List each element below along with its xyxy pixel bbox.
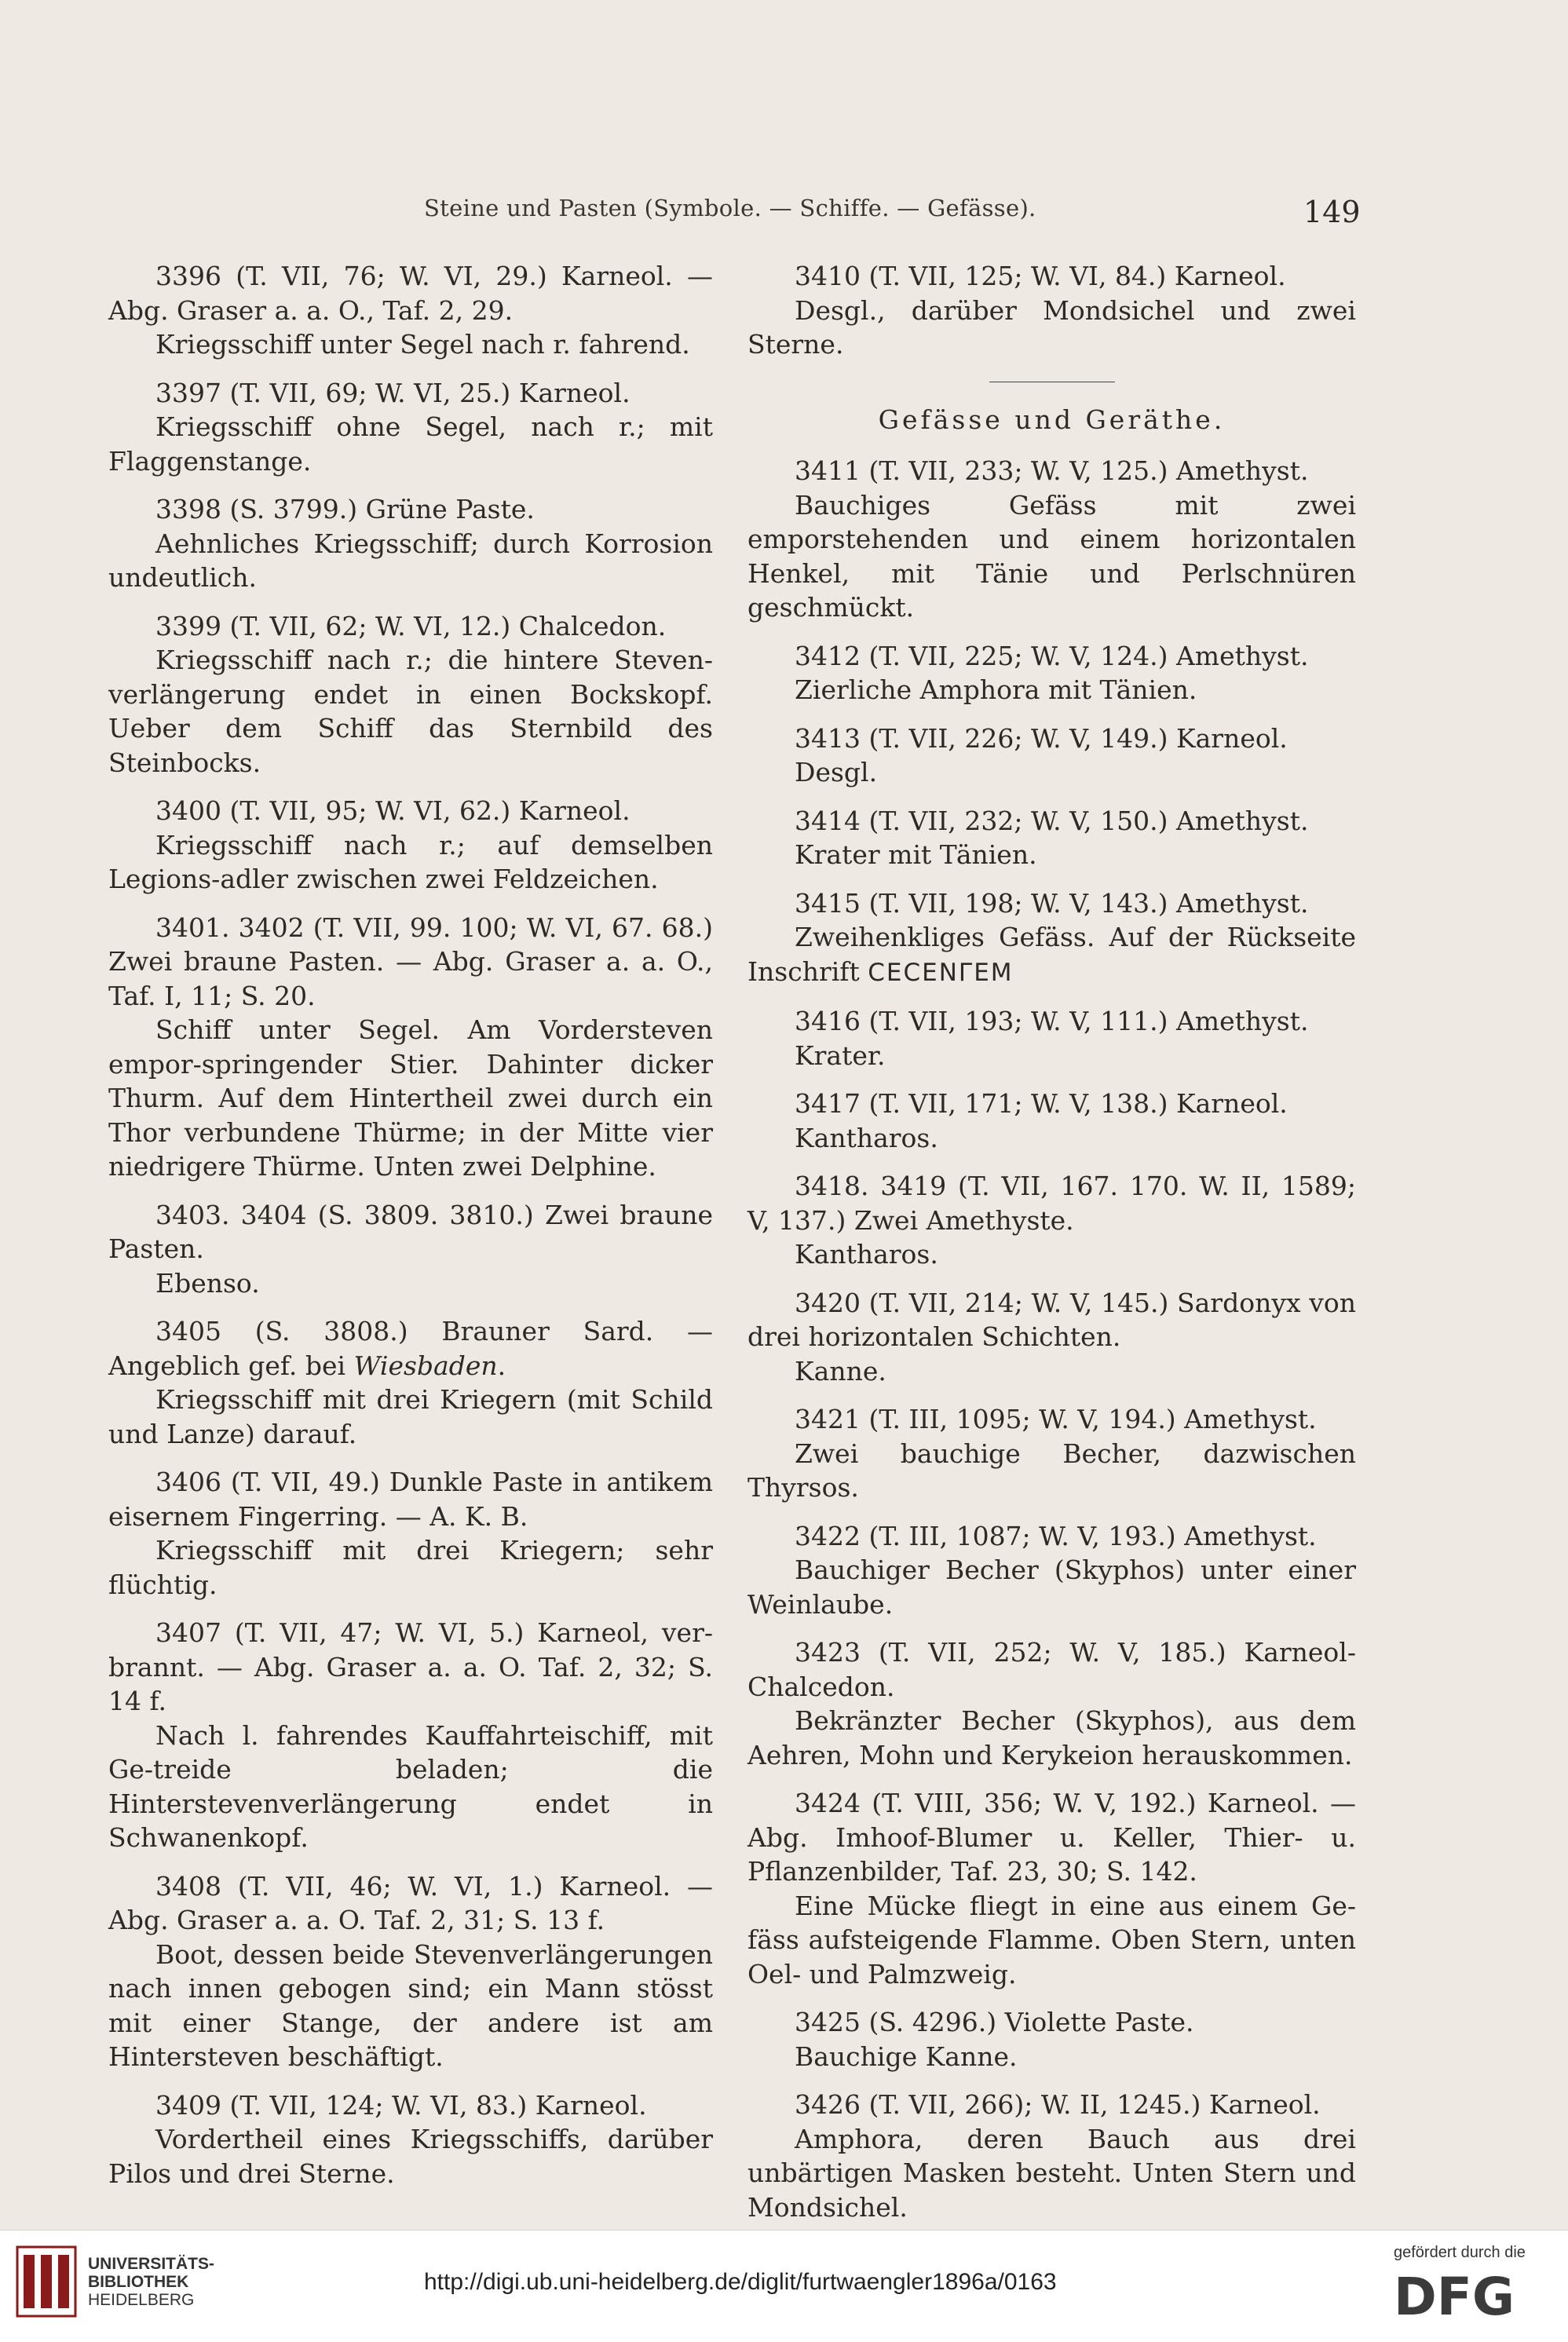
library-name[interactable]: [88, 2255, 214, 2309]
entry-description: Desgl.: [795, 757, 878, 787]
funded-by-label: gefördert durch die: [1394, 2244, 1526, 2261]
catalog-entry: [108, 609, 713, 780]
running-title: Steine und Pasten (Symbole. — Schiffe. — Gefässe).: [424, 195, 1036, 221]
entry-heading: 3407 (T. VII, 47; W. VI, 5.) Karneol, ver-brannt. — Abg. Graser a. a. O. Taf. 2, 32; S. 14 f.: [108, 1617, 713, 1716]
entry-heading: 3420 (T. VII, 214; W. V, 145.) Sardonyx von drei horizontalen Schichten.: [747, 1287, 1356, 1352]
entry-description: Nach l. fahrendes Kauffahrteischiff, mit Ge-treide beladen; die Hinterstevenverlängerung endet in Schwanenkopf.: [108, 1719, 713, 1853]
library-line-2: BIBLIOTHEK: [88, 2273, 189, 2291]
entry-description: Eine Mücke fliegt in eine aus einem Ge-fäss aufsteigende Flamme. Oben Stern, unten Oel- und Palmzweig.: [747, 1890, 1356, 1989]
entry-description: Bauchiges Gefäss mit zwei emporstehenden und einem horizontalen Henkel, mit Tänie und Perlschnüren geschmückt.: [747, 489, 1356, 623]
entry-heading: 3425 (S. 4296.) Violette Paste.: [795, 2007, 1194, 2037]
entry-heading: 3412 (T. VII, 225; W. V, 124.) Amethyst.: [795, 640, 1309, 671]
catalog-entry: [747, 1635, 1356, 1772]
entry-description-text: Zweihenkliges Gefäss. Auf der Rückseite Inschrift: [747, 922, 1356, 987]
entry-heading: 3400 (T. VII, 95; W. VI, 62.) Karneol.: [155, 795, 630, 826]
entry-heading: 3424 (T. VIII, 356; W. V, 192.) Karneol. — Abg. Imhoof-Blumer u. Keller, Thier- u. Pflanzenbilder, Taf. 23, 30; S. 142.: [747, 1788, 1356, 1887]
entry-description: Vordertheil eines Kriegsschiffs, darüber Pilos und drei Sterne.: [108, 2124, 713, 2189]
entry-description: Amphora, deren Bauch aus drei unbärtigen Masken besteht. Unten Stern und Mondsichel.: [747, 2123, 1356, 2223]
entry-description: Ebenso.: [155, 1267, 260, 1299]
catalog-entry: [747, 1519, 1356, 1622]
catalog-entry: [108, 1869, 713, 2074]
library-line-1: UNIVERSITÄTS-: [88, 2255, 215, 2273]
entry-description: Kriegsschiff unter Segel nach r. fahrend.: [155, 329, 690, 360]
university-seal-icon[interactable]: [14, 2244, 79, 2319]
entry-description: Kriegsschiff nach r.; die hintere Steven-verlängerung endet in einen Bockskopf. Ueber dem Schiff das Sternbild des Steinbocks.: [108, 645, 713, 778]
catalog-entry: [747, 2088, 1356, 2224]
catalog-entry: [747, 1786, 1356, 1991]
entry-heading: 3415 (T. VII, 198; W. V, 143.) Amethyst.: [795, 887, 1309, 919]
entry-description: Kriegsschiff mit drei Kriegern (mit Schild und Lanze) darauf.: [108, 1384, 713, 1449]
entry-description: Bekränzter Becher (Skyphos), aus dem Aehren, Mohn und Kerykeion herauskommen.: [747, 1705, 1356, 1770]
entry-heading: 3409 (T. VII, 124; W. VI, 83.) Karneol.: [155, 2089, 647, 2121]
entry-heading: 3410 (T. VII, 125; W. VI, 84.) Karneol.: [795, 261, 1286, 291]
entry-heading: 3413 (T. VII, 226; W. V, 149.) Karneol.: [795, 722, 1288, 754]
catalog-entry: [108, 1314, 713, 1451]
entry-description: Kriegsschiff nach r.; auf demselben Legions-adler zwischen zwei Feldzeichen.: [108, 829, 713, 894]
section-title: Gefässe und Geräthe.: [878, 404, 1226, 435]
entry-heading: 3406 (T. VII, 49.) Dunkle Paste in antikem eisernem Fingerring. — A. K. B.: [108, 1467, 713, 1532]
entry-heading: 3421 (T. III, 1095; W. V, 194.) Amethyst.: [795, 1404, 1317, 1434]
entry-description: Aehnliches Kriegsschiff; durch Korrosion undeutlich.: [108, 528, 713, 593]
catalog-entry: [747, 454, 1356, 625]
library-line-3: HEIDELBERG: [88, 2291, 195, 2309]
catalog-entry: [108, 1465, 713, 1602]
catalog-entry: [747, 1402, 1356, 1505]
entry-heading: 3422 (T. III, 1087; W. V, 193.) Amethyst.: [795, 1520, 1317, 1551]
entry-heading-text: .: [497, 1350, 506, 1381]
entry-description: Boot, dessen beide Stevenverlängerungen nach innen gebogen sind; ein Mann stösst mit einer Stange, der andere ist am Hintersteven beschäftigt.: [108, 1938, 713, 2072]
entry-description: Zierliche Amphora mit Tänien.: [795, 674, 1197, 705]
entry-description: Schiff unter Segel. Am Vordersteven empor-springender Stier. Dahinter dicker Thurm. Auf dem Hintertheil zwei durch ein Thor verbundene Thürme; in der Mitte vier niedrigere Thürme. Unten zwei Delphine.: [108, 1014, 713, 1182]
dfg-logo-icon[interactable]: [1394, 2267, 1551, 2322]
entry-description: Krater mit Tänien.: [795, 839, 1037, 870]
entry-heading: 3403. 3404 (S. 3809. 3810.) Zwei braune Pasten.: [108, 1199, 713, 1264]
entry-heading: 3396 (T. VII, 76; W. VI, 29.) Karneol. — Abg. Graser a. a. O., Taf. 2, 29.: [108, 261, 713, 326]
right-column-entries: [747, 454, 1356, 2224]
entry-heading: 3397 (T. VII, 69; W. VI, 25.) Karneol.: [155, 377, 630, 408]
entry-heading: 3418. 3419 (T. VII, 167. 170. W. II, 1589; V, 137.) Zwei Amethyste.: [747, 1171, 1356, 1236]
entry-heading: 3416 (T. VII, 193; W. V, 111.) Amethyst.: [795, 1006, 1309, 1036]
entry-description: Kanne.: [795, 1355, 886, 1387]
catalog-entry: [747, 722, 1356, 790]
entry-heading: 3423 (T. VII, 252; W. V, 185.) Karneol-Chalcedon.: [747, 1637, 1356, 1702]
catalog-entry: [747, 1169, 1356, 1272]
entry-heading: 3426 (T. VII, 266); W. II, 1245.) Karneol.: [795, 2089, 1321, 2120]
page-number: 149: [1303, 195, 1361, 229]
entry-heading-text: 3405 (S. 3808.) Brauner Sard. — Angeblich gef. bei: [108, 1316, 713, 1381]
catalog-entry: [747, 1286, 1356, 1389]
entry-description: Kriegsschiff ohne Segel, nach r.; mit Flaggenstange.: [108, 411, 713, 477]
inscription-text: CECENΓEM: [868, 958, 1014, 987]
entry-heading: 3417 (T. VII, 171; W. V, 138.) Karneol.: [795, 1088, 1288, 1119]
entry-description: Desgl., darüber Mondsichel und zwei Sterne.: [747, 294, 1356, 360]
catalog-entry: [747, 639, 1356, 707]
entry-description: Kantharos.: [795, 1239, 938, 1270]
entry-description: Bauchiger Becher (Skyphos) unter einer Weinlaube.: [747, 1555, 1356, 1620]
catalog-entry: [108, 911, 713, 1184]
entry-heading: [108, 1314, 713, 1383]
catalog-entry: [108, 794, 713, 897]
entry-description: Krater.: [795, 1039, 886, 1071]
right-column-top-entries: [747, 259, 1356, 362]
catalog-entry: [108, 492, 713, 595]
catalog-entry: [747, 1087, 1356, 1155]
catalog-entry: [108, 1616, 713, 1855]
catalog-entry: [747, 886, 1356, 991]
catalog-entry: [747, 1004, 1356, 1072]
dfg-logo-text: DFG: [1394, 2267, 1515, 2322]
entry-description: Kriegsschiff mit drei Kriegern; sehr flüchtig.: [108, 1535, 713, 1600]
entry-heading: 3414 (T. VII, 232; W. V, 150.) Amethyst.: [795, 805, 1309, 836]
entry-heading: 3399 (T. VII, 62; W. VI, 12.) Chalcedon.: [155, 610, 667, 641]
entry-description: [747, 920, 1356, 990]
entry-description: Bauchige Kanne.: [795, 2041, 1018, 2072]
catalog-entry: [747, 259, 1356, 362]
catalog-entry: [108, 376, 713, 479]
catalog-entry: [747, 2005, 1356, 2073]
entry-heading: 3411 (T. VII, 233; W. V, 125.) Amethyst.: [795, 455, 1309, 486]
entry-description: Kantharos.: [795, 1122, 938, 1153]
entry-description: Zwei bauchige Becher, dazwischen Thyrsos.: [747, 1438, 1356, 1503]
permalink-url[interactable]: http://digi.ub.uni-heidelberg.de/diglit/furtwaengler1896a/0163: [424, 2269, 1057, 2295]
catalog-entry: [108, 1198, 713, 1301]
catalog-entry: [747, 804, 1356, 872]
entry-heading: 3408 (T. VII, 46; W. VI, 1.) Karneol. — Abg. Graser a. a. O. Taf. 2, 31; S. 13 f.: [108, 1870, 713, 1935]
right-column: [747, 259, 1356, 2238]
entry-heading: 3401. 3402 (T. VII, 99. 100; W. VI, 67. 68.) Zwei braune Pasten. — Abg. Graser a. a. O., Taf. I, 11; S. 20.: [108, 912, 713, 1011]
entry-heading: 3398 (S. 3799.) Grüne Paste.: [155, 494, 535, 524]
find-place: Wiesbaden: [353, 1350, 498, 1381]
left-column: [108, 259, 713, 2205]
catalog-entry: [108, 259, 713, 362]
catalog-entry: [108, 2088, 713, 2191]
